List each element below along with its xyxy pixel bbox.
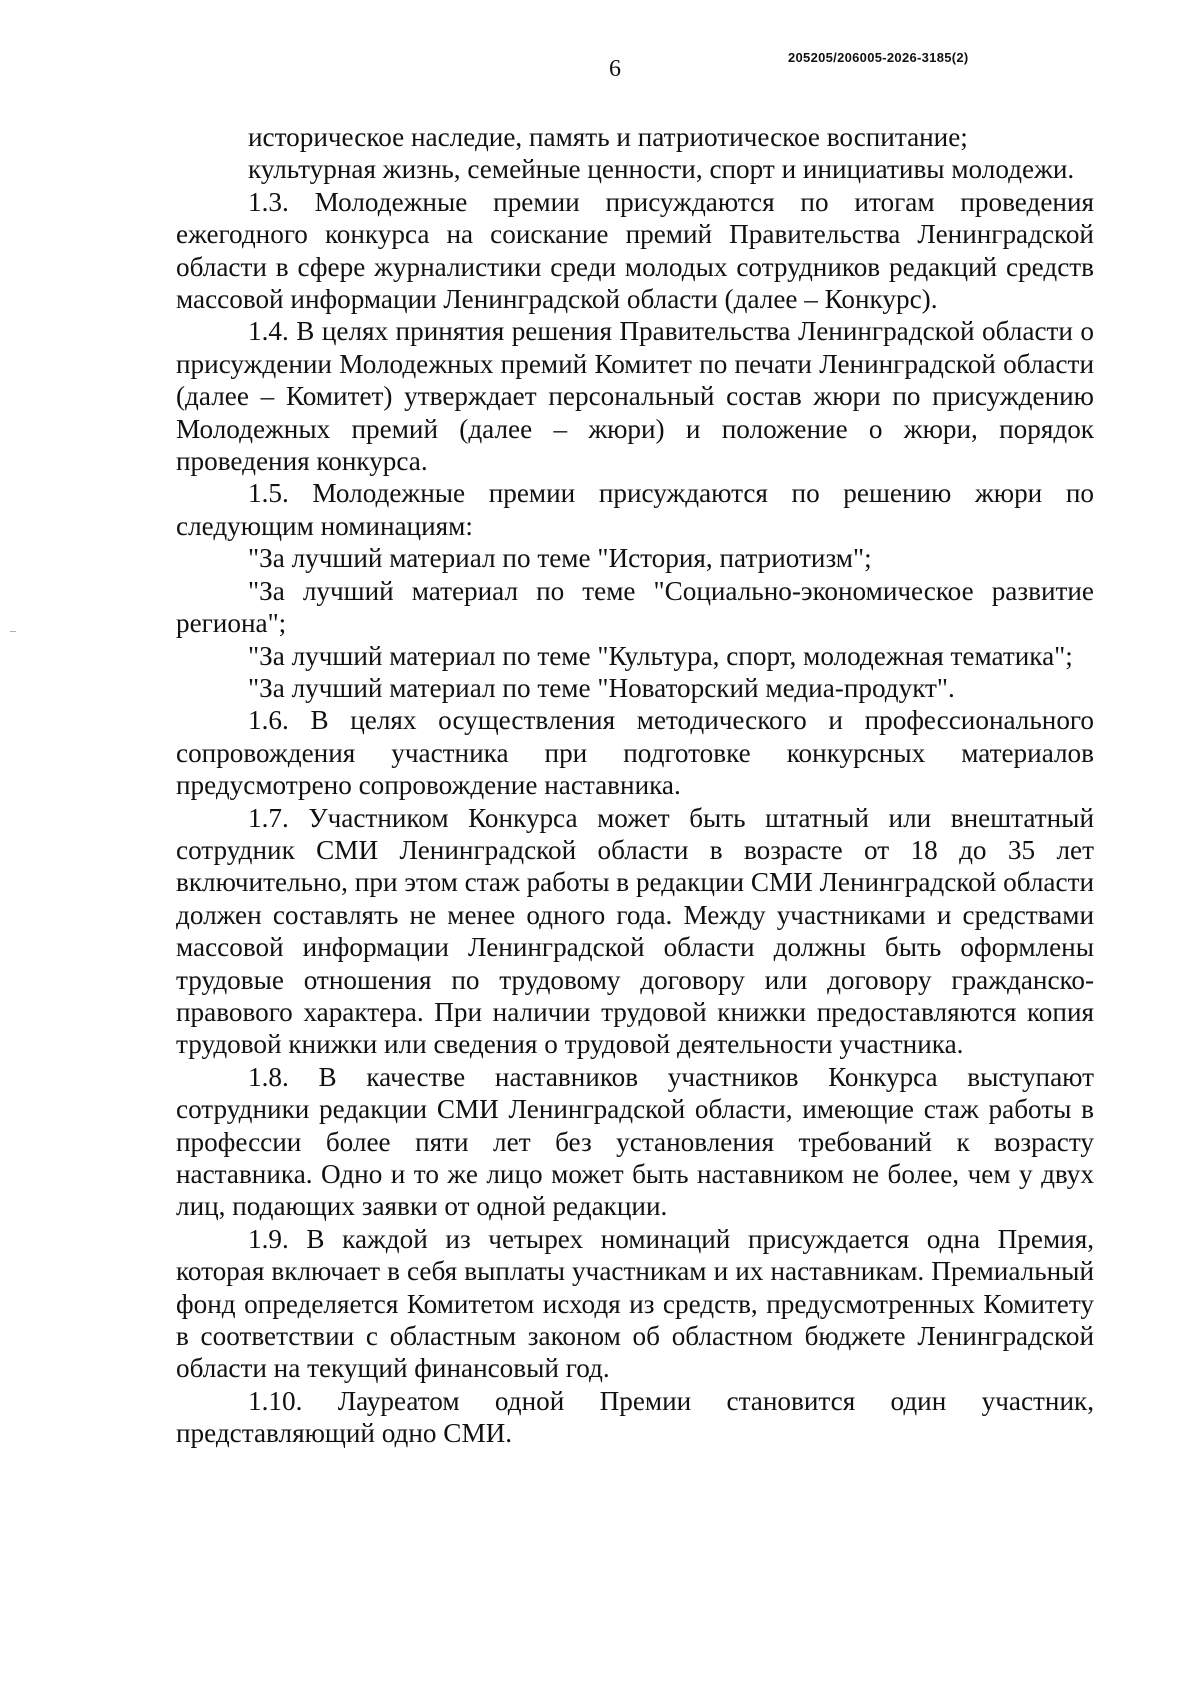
paragraph-1-6: 1.6. В целях осуществления методического и профессионального сопровождения участника при подготовке конкурсных материалов предусмотрено сопровождение наставника. — [176, 705, 1094, 801]
paragraph-1-4: 1.4. В целях принятия решения Правительства Ленинградской области о присуждении Молодежных премий Комитет по печати Ленинградской области (далее – Комитет) утверждает персональный состав жюри по присуждению Молодежных премий (далее – жюри) и положение о жюри, порядок проведения конкурса. — [176, 316, 1094, 477]
paragraph: историческое наследие, память и патриотическое воспитание; — [248, 122, 968, 152]
paragraph-1-8: 1.8. В качестве наставников участников Конкурса выступают сотрудники редакции СМИ Ленинградской области, имеющие стаж работы в профессии более пяти лет без установления требований к возрасту наставника. Одно и то же лицо может быть наставником не более, чем у двух лиц, подающих заявки от одной редакции. — [176, 1061, 1094, 1222]
paragraph-1-5: 1.5. Молодежные премии присуждаются по решению жюри по следующим номинациям: — [176, 478, 1094, 541]
document-body — [176, 121, 1094, 1450]
page-number: 6 — [609, 56, 621, 82]
nomination-item: "За лучший материал по теме "Социально-экономическое развитие региона"; — [176, 575, 1094, 639]
paragraph: культурная жизнь, семейные ценности, спорт и инициативы молодежи. — [248, 154, 1075, 185]
paragraph-1-3: 1.3. Молодежные премии присуждаются по итогам проведения ежегодного конкурса на соискание премий Правительства Ленинградской области в сфере журналистики среди молодых сотрудников редакций средств массовой информации Ленинградской области (далее – Конкурс). — [176, 186, 1094, 315]
nomination-item: "За лучший материал по теме "История, патриотизм"; — [248, 543, 872, 574]
paragraph-1-10: 1.10. Лауреатом одной Премии становится один участник, представляющий одно СМИ. — [176, 1385, 1094, 1449]
nomination-item: "За лучший материал по теме "Культура, спорт, молодежная тематика"; — [248, 640, 1073, 671]
paragraph-1-9: 1.9. В каждой из четырех номинаций присуждается одна Премия, которая включает в себя выплаты участникам и их наставникам. Премиальный фонд определяется Комитетом исходя из средств, предусмотренных Комитету в соответствии с областным законом об областном бюджете Ленинградской области на текущий финансовый год. — [176, 1223, 1094, 1384]
nomination-item: "За лучший материал по теме "Новаторский медиа-продукт". — [248, 672, 955, 703]
margin-mark — [10, 631, 16, 632]
paragraph-1-7: 1.7. Участником Конкурса может быть штатный или внештатный сотрудник СМИ Ленинградской области в возрасте от 18 до 35 лет включительно, при этом стаж работы в редакции СМИ Ленинградской области должен составлять не менее одного года. Между участниками и средствами массовой информации Ленинградской области должны быть оформлены трудовые отношения по трудовому договору или договору гражданско-правового характера. При наличии трудовой книжки предоставляются копия трудовой книжки или сведения о трудовой деятельности участника. — [176, 802, 1094, 1060]
document-code: 205205/206005-2026-3185(2) — [788, 50, 969, 65]
